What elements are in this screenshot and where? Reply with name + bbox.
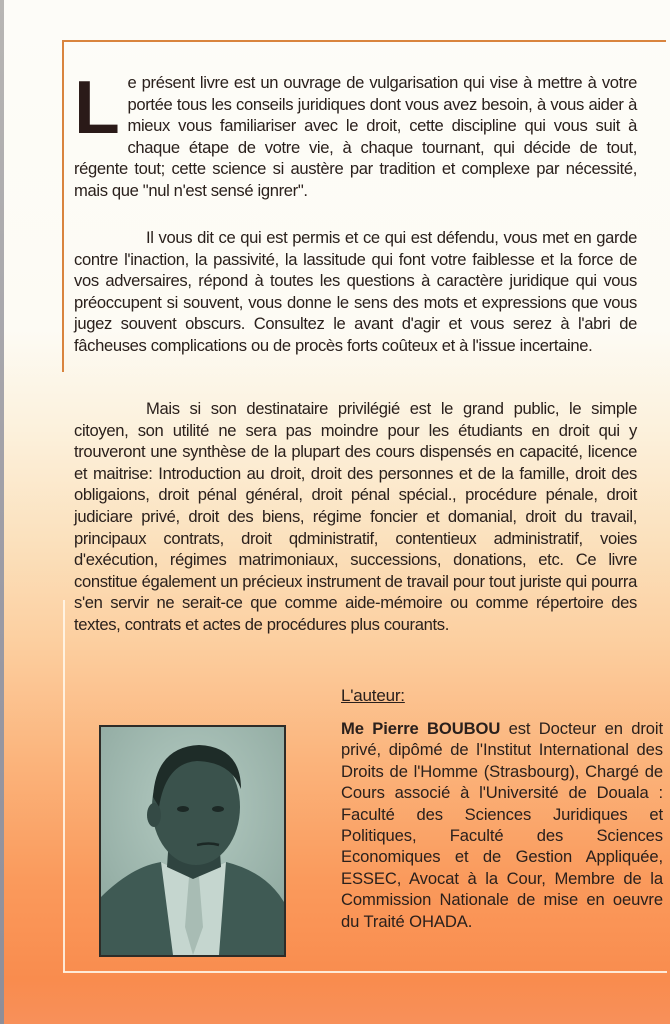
author-portrait-icon [101,727,284,955]
intro-paragraph-1-text: e présent livre est un ouvrage de vulgarisation qui vise à mettre à votre portée tous les conseils juridiques dont vous avez besoin, à vous aider à mieux vous familiariser avec le droit, cette discipline qui vous suit à chaque étape de votre vie, à chaque tournant, qui décide de tout, régente tout; cette science si austère par tradition et complexe par nécessité, mais que "nul n'est sensé ignrer". [74,73,637,200]
author-bio [341,718,663,932]
frame-top-rule [62,40,666,42]
intro-paragraph-2: Il vous dit ce qui est permis et ce qui est défendu, vous met en garde contre l'inaction, la passivité, la lassitude qui font votre faiblesse et la force de vos adversaires, répond à toutes les questions à caractère juridique qui vous préoccupent si souvent, vous donne le sens des mots et expressions que vous jugez souvent obscurs. Consultez le avant d'agir et vous serez à l'abri de fâcheuses complications ou de procès forts coûteux et à l'issue incertaine. [74,228,637,355]
frame-left-rule [62,40,64,372]
author-bio-text: est Docteur en droit privé, dipômé de l'Institut International des Droits de l'Homme (Strasbourg), Chargé de Cours associé à l'Université de Douala : Faculté des Sciences Juridiques et Politiques, Faculté des Sciences Economiques et de Gestion Appliquée, ESSEC, Avocat à la Cour, Membre de la Commission Nationale de mise en oeuvre du Traité OHADA. [341,719,663,931]
intro-paragraph-3: Mais si son destinataire privilégié est le grand public, le simple citoyen, son utilité ne sera pas moindre pour les étudiants en droit qui y trouveront une synthèse de la plupart des cours dispensés en capacité, licence et maitrise: Introduction au droit, droit des personnes et de la famille, droit des obligaions, droit pénal général, droit pénal spécial., procédure pénale, droit judiciare privé, droit des biens, régime foncier et domanial, droit du travail, principaux contrats, droit qdministratif, contentieux administratif, voies d'exécution, régimes matrimoniaux, successions, donations, etc. Ce livre constitue également un précieux instrument de travail pour tout juriste qui pourra s'en servir ne serait-ce que comme aide-mémoire ou comme répertoire des textes, contrats et actes de procédures plus courants. [74,399,637,634]
author-heading: L'auteur: [341,686,405,705]
page-edge-strip [0,0,4,1024]
author-name: Me Pierre BOUBOU [341,719,501,738]
author-photo [99,725,286,957]
frame-left-lower-rule [63,600,65,972]
intro-paragraph-1 [74,65,637,202]
frame-bottom-rule [63,971,667,973]
drop-cap: L [74,65,120,149]
